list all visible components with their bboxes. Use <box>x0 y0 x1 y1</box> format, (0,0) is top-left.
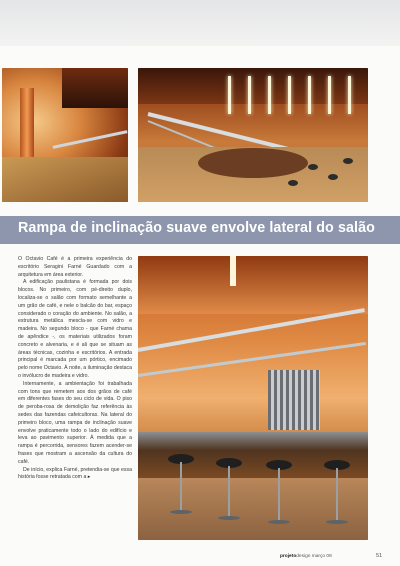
section-heading-band <box>0 216 400 244</box>
photo-cafe-hall-overview <box>138 68 368 202</box>
page-number: 51 <box>376 553 383 559</box>
continue-arrow-icon: ▸ <box>87 474 91 481</box>
paragraph: Internamente, a ambientação foi trabalhada com tons que remetem aos dos grãos de café em diferentes fases do seu ciclo de vida. O piso de peroba-rosa de demolição faz referência às sedes das fazendas cafeicultoras. Na lateral do primeiro bloco, uma rampa de inclinação suave envolve praticamente todo o lado do edifício e leva ao pavimento superior. À medida que a rampa é percorrida, sensores fazem acender-se frases que mostram a ascensão da cultura do café. <box>18 380 132 465</box>
footer-brand: projetodesign março 08 <box>280 554 332 559</box>
photo-ramp-interior <box>2 68 128 202</box>
top-margin <box>0 0 400 46</box>
photo-bar-counter <box>138 256 368 540</box>
article-body <box>18 256 132 482</box>
section-heading: Rampa de inclinação suave envolve lateral do salão <box>18 220 376 236</box>
paragraph: O Octavio Café é a primeira experiência do escritório Seragini Farné Guardado com a arquitetura em área exterior. <box>18 256 132 278</box>
paragraph: A edificação paulistana é formada por dois blocos. No primeiro, com pé-direito duplo, localiza-se o salão com formato semelhante a um grão de café, e nele o balcão do bar, espaço considerado o coração do ambiente. No salão, a estrutura metálica mescla-se com vidro e madeira. No segundo bloco - que Farné chama de apêndice -, os materiais utilizados foram concreto e alvenaria, e é ali que se situam as áreas técnicas, cozinha e escritórios. A entrada principal é marcada por um pórtico, encimado pelo nome Octavio. À noite, a iluminação destaca o invólucro de madeira e vidro. <box>18 279 132 379</box>
paragraph: De início, explica Farné, pretendia-se que essa história fosse retratada com a ▸ <box>18 466 132 481</box>
